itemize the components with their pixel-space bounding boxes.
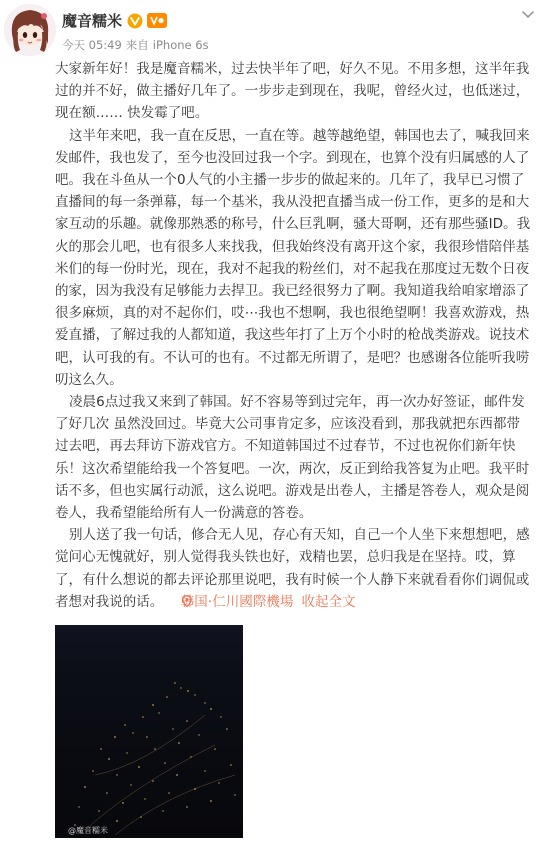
location-link[interactable]: 韩国·仁川國際機場 [180, 593, 294, 610]
night-city-photo [55, 625, 243, 838]
post-meta [62, 37, 213, 53]
post-photo[interactable] [55, 625, 243, 838]
paragraph-4-text: 别人送了我一句话，修合无人见，存心有天知，自己一个人坐下来想想吧，感觉问心无愧就好，别人觉得我头铁也好，戏精也罢，总归我是在坚持。哎，算了，有什么想说的都去评论那里说吧，我有时候一个人静下来就看看你们调侃或者想对我说的话。 [55, 527, 530, 610]
paragraph-1: 大家新年好！我是魔音糯米，过去快半年了吧，好久不见。不用多想，这半年我过的并不好，做主播好几年了。一步步走到现在，我呢，曾经火过，也低迷过，现在额…… 快发霉了吧。 [55, 61, 530, 122]
post-time: 今天 05:49 [62, 38, 122, 52]
location-line [168, 594, 356, 610]
location-pin-icon [168, 592, 178, 604]
username[interactable]: 魔音糯米 [62, 12, 123, 30]
paragraph-2: 这半年来吧，我一直在反思，一直在等。越等越绝望，韩国也去了，喊我回来发邮件，我也发了，至今也没回过我一个字。到现在，也算个没有归属感的人了吧。我在斗鱼从一个0人气的小主播一步步的做起来的。几年了，我早已习惯了直播间的每一条弹幕，每一个基米，我从没把直播当成一份工作，更多的是和大家互动的乐趣。就像那熟悉的称号，什么巨乳啊，骚大哥啊，还有那些骚ID。我火的那会儿吧，也有很多人来找我，但我始终没有离开这个家，我很珍惜陪伴基米们的每一份时光，现在，我对不起我的粉丝们，对不起我在那度过无数个日夜的家，因为我没有足够能力去捍卫。我已经很努力了啊。我知道我给咱家增添了很多麻烦，真的对不起你们，哎⋯我也不想啊，我也很绝望啊！我喜欢游戏，热爱直播，了解过我的人都知道，我这些年打了上万个小时的枪战类游戏。说技术吧，认可我的有。不认可的也有。不过都无所谓了，是吧？也感谢各位能听我唠叨这么久。 [55, 127, 531, 388]
photo-watermark: @魔音糯米 [68, 826, 108, 835]
post-source[interactable]: iPhone 6s [152, 38, 209, 52]
avatar[interactable] [4, 4, 56, 56]
post-content [55, 58, 533, 613]
source-prefix: 来自 [125, 38, 149, 52]
avatar-image [4, 4, 56, 56]
paragraph-3: 凌晨6点过我又来到了韩国。好不容易等到过完年，再一次办好签证，邮件发了好几次 虽然没回过。毕竟大公司事肯定多，应该没看到，那我就把东西都带过去吧，再去拜访下游戏官方。不知道韩国过不过春节，不过也祝你们新年快乐！这次希望能给我一个答复吧。一次，两次，反正到给我答复为止吧。我平时话不多，但也实属行动派，这么说吧。游戏是出卷人，主播是答卷人，观众是阅卷人，我希望能给所有人一份满意的答卷。 [55, 394, 530, 522]
vip-level-icon[interactable] [147, 13, 167, 28]
verified-v-icon [127, 13, 143, 29]
username-row [62, 10, 167, 31]
collapse-link[interactable]: 收起全文 [301, 593, 356, 610]
chevron-down-icon[interactable] [520, 6, 536, 22]
paragraph-4 [55, 524, 533, 613]
